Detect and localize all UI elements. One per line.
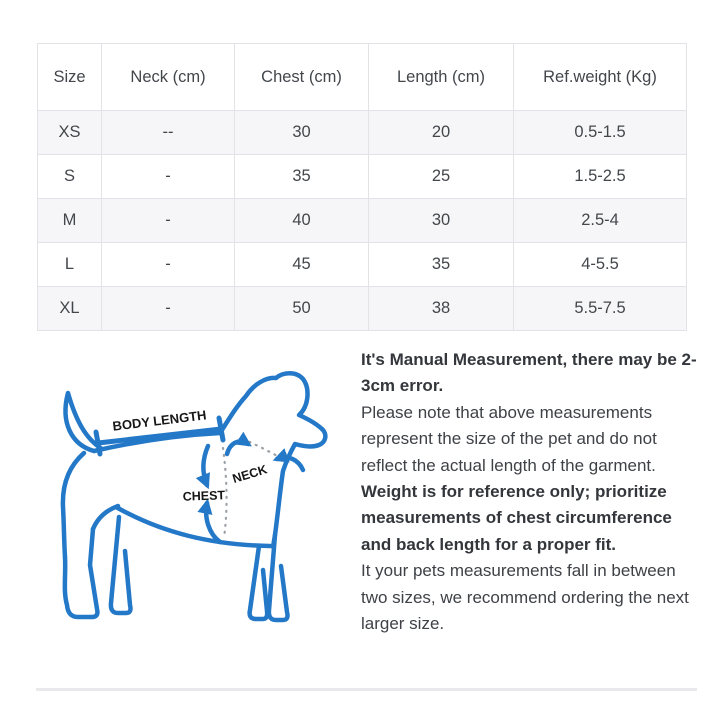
- table-cell: M: [38, 199, 102, 243]
- table-cell: -: [102, 155, 235, 199]
- table-cell: -: [102, 287, 235, 331]
- table-cell: 30: [235, 111, 369, 155]
- table-cell: -: [102, 199, 235, 243]
- table-cell: 40: [235, 199, 369, 243]
- table-cell: --: [102, 111, 235, 155]
- table-cell: 50: [235, 287, 369, 331]
- table-row: [38, 199, 687, 243]
- table-cell: 4-5.5: [514, 243, 687, 287]
- table-cell: 35: [369, 243, 514, 287]
- column-header: Size: [38, 44, 102, 111]
- dog-hind-leg-far: [111, 517, 131, 613]
- between-sizes-note: It your pets measurements fall in between two sizes, we recommend ordering the next larger size.: [361, 561, 689, 634]
- size-table-header-row: [38, 44, 687, 111]
- dog-rear: [63, 453, 84, 557]
- table-cell: 5.5-7.5: [514, 287, 687, 331]
- size-table-body: [38, 111, 687, 331]
- table-row: [38, 111, 687, 155]
- table-cell: 30: [369, 199, 514, 243]
- table-cell: 2.5-4: [514, 199, 687, 243]
- table-cell: 1.5-2.5: [514, 155, 687, 199]
- chest-arrow-bottom: [206, 503, 220, 542]
- table-cell: 38: [369, 287, 514, 331]
- neck-label: NECK: [230, 462, 269, 487]
- bottom-divider: [36, 688, 697, 691]
- dog-thigh: [93, 506, 118, 529]
- weight-note: Weight is for reference only; prioritize measurements of chest circumference and back length for a proper fit.: [361, 482, 672, 554]
- table-cell: 45: [235, 243, 369, 287]
- column-header: Ref.weight (Kg): [514, 44, 687, 111]
- table-row: [38, 155, 687, 199]
- size-note: Please note that above measurements represent the size of the pet and do not reflect the actual length of the garment.: [361, 402, 657, 475]
- chest-label: CHEST: [182, 488, 226, 504]
- table-cell: 25: [369, 155, 514, 199]
- table-cell: XL: [38, 287, 102, 331]
- neck-arrow-left: [227, 441, 248, 454]
- column-header: Length (cm): [369, 44, 514, 111]
- measurement-notes: [361, 347, 698, 637]
- column-header: Chest (cm): [235, 44, 369, 111]
- manual-measurement-note: It's Manual Measurement, there may be 2-3cm error.: [361, 350, 697, 396]
- table-cell: 20: [369, 111, 514, 155]
- dog-belly: [116, 507, 270, 546]
- table-row: [38, 243, 687, 287]
- table-cell: 0.5-1.5: [514, 111, 687, 155]
- dog-front-leg-far: [250, 546, 268, 619]
- table-cell: XS: [38, 111, 102, 155]
- dog-measurement-diagram: [20, 371, 355, 691]
- column-header: Neck (cm): [102, 44, 235, 111]
- chest-arrow-top: [203, 446, 208, 485]
- table-cell: S: [38, 155, 102, 199]
- size-chart-table: [37, 43, 687, 331]
- body-length-label: BODY LENGTH: [111, 407, 208, 434]
- table-cell: L: [38, 243, 102, 287]
- neck-arrow-right: [277, 457, 303, 470]
- dog-hind-leg-near: [65, 529, 98, 617]
- table-cell: -: [102, 243, 235, 287]
- table-row: [38, 287, 687, 331]
- table-cell: 35: [235, 155, 369, 199]
